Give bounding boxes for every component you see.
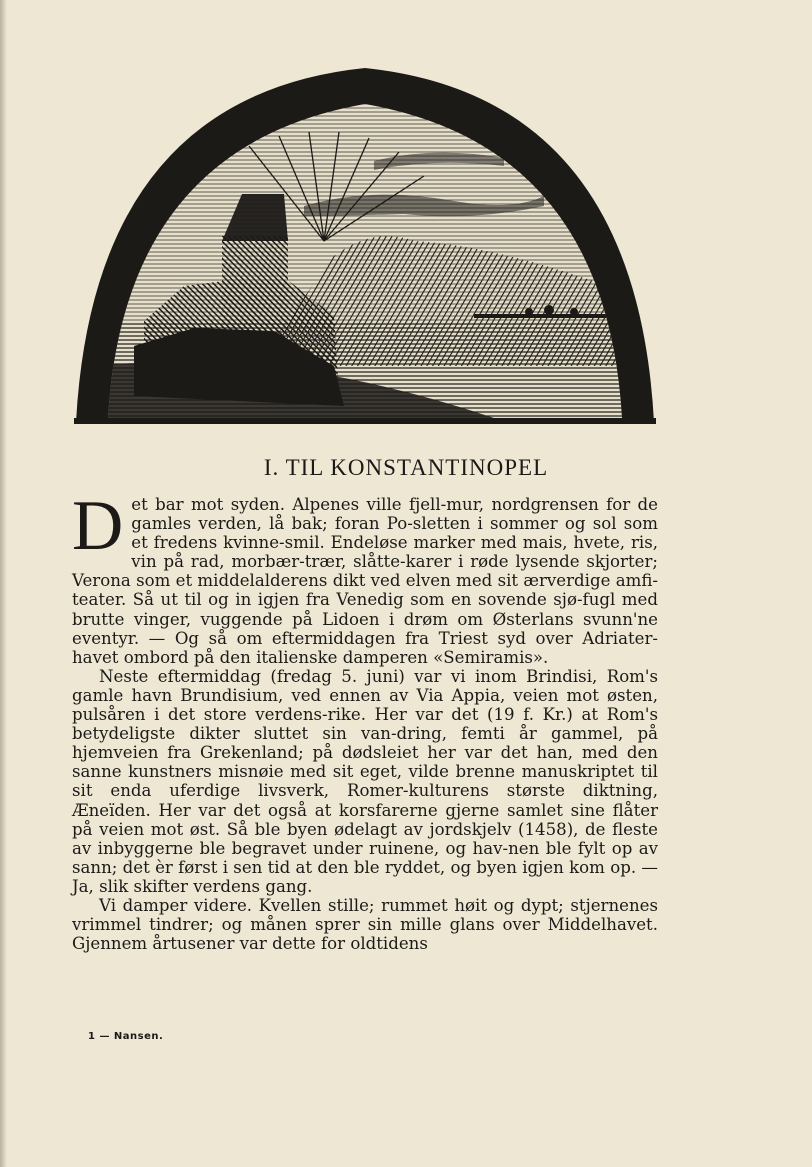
page-signature: 1 — Nansen. <box>88 1031 164 1042</box>
chapter-title: I. TIL KONSTANTINOPEL <box>263 455 549 480</box>
paragraph: Vi damper videre. Kvellen stille; rummet høit og dypt; stjernenes vrimmel tindrer; og månen sprer sin mille glans over Middelhavet. Gjennem årtusener var dette for oldtidens <box>72 895 658 954</box>
page-edge <box>0 0 7 1167</box>
paragraph: Neste eftermiddag (fredag 5. juni) var vi inom Brindisi, Rom's gamle havn Brundisium, ved ennen av Via Appia, veien mot østen, pulsåren i det store verdens-rike. Her var det (19 f. Kr.) at Rom's betydeligste dikter sluttet sin van-dring, femti år gammel, på hjemveien fra Grekenland; på dødsleiet her var det han, med den sanne kunstners misnøie med sit eget, vilde brenne manuskriptet til sit enda uferdige livsverk, Romer-kulturens største diktning, Æneïden. Her var det også at korsfarerne gjerne samlet sine flåter på veien mot øst. Så ble byen ødelagt av jordskjelv (1458), de fleste av inbyggerne ble begravet under ruinene, og hav-nen ble fylt op av sann; det èr først i sen tid at den ble ryddet, og byen igjen kom op. — Ja, slik skifter verdens gang. <box>72 666 658 896</box>
drop-cap: D <box>72 487 124 565</box>
paragraph-text: et bar mot syden. Alpenes ville fjell-mur, nordgrensen for de gamles verden, lå bak; foran Po-sletten i sommer og sol som et fredens kvinne-smil. Endeløse marker med mais, hvete, ris, vin på rad, morbær-trær, slåtte-karer i røde lysende skjorter; Verona som et middelalderens dikt ved elven med sit ærverdige amfi-teater. Så ut til og in igjen fra Venedig som en sovende sjø-fugl med brutte vinger, vuggende på Lidoen i drøm om Østerlans svunn'ne eventyr. — Og så om eftermiddagen fra Triest syd over Adriater-havet ombord på den italienske damperen «Semiramis». <box>72 495 658 667</box>
paragraph <box>72 487 658 667</box>
woodcut-illustration <box>74 66 656 426</box>
body-text <box>72 487 658 954</box>
